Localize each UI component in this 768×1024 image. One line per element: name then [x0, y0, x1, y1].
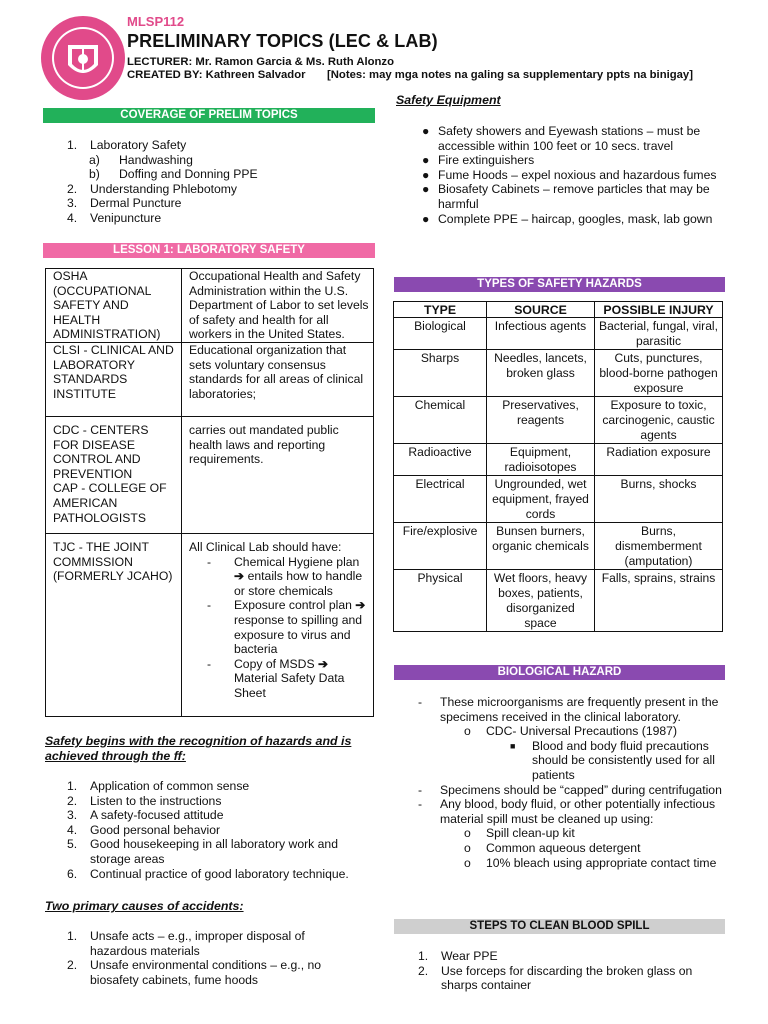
arrow-right-icon: ➔	[318, 656, 329, 671]
table-row	[46, 269, 374, 343]
org-desc: All Clinical Lab should have: - Chemical Hygiene plan ➔ entails how to handle or store chemicals - Exposure control plan ➔ response to spilling and exposure to virus and bacteria - Copy of MSDS ➔ Material Safety Data Sheet	[182, 534, 374, 717]
safety-begins-list	[67, 779, 367, 881]
blood-spill-list	[418, 949, 718, 993]
list-item: ● Complete PPE – haircap, googles, mask, lab gown	[422, 211, 713, 226]
table-row: Radioactive Equipment, radioisotopes Radiation exposure	[394, 444, 723, 476]
circle-bullet-icon: o	[464, 724, 471, 739]
table-row: Chemical Preservatives, reagents Exposure to toxic, carcinogenic, caustic agents	[394, 397, 723, 444]
equipment-list	[418, 124, 724, 226]
list-item: o 10% bleach using appropriate contact time	[464, 855, 717, 870]
arrow-right-icon: ➔	[234, 569, 245, 584]
org-desc: Occupational Health and Safety Administration within the U.S. Department of Labor to set levels of safety and health for all workers in the United States.	[182, 269, 374, 343]
bullet-icon: ●	[422, 211, 430, 226]
creator-name: Kathreen Salvador	[205, 69, 306, 81]
hazards-heading: TYPES OF SAFETY HAZARDS	[394, 277, 725, 292]
list-item: 2. Understanding Phlebotomy	[67, 181, 238, 196]
list-item: 6. Continual practice of good laboratory technique.	[67, 866, 349, 881]
table-row: Biological Infectious agents Bacterial, fungal, viral, parasitic	[394, 318, 723, 350]
list-item: 2. Use forceps for discarding the broken glass on sharps container	[418, 963, 693, 993]
circle-bullet-icon: o	[464, 840, 471, 855]
list-item: ● Biosafety Cabinets – remove particles that may be harmful	[422, 182, 710, 211]
table-row	[46, 534, 374, 717]
equipment-heading: Safety Equipment	[396, 93, 501, 107]
lesson1-heading: LESSON 1: LABORATORY SAFETY	[43, 243, 375, 258]
course-code: MLSP112	[127, 14, 185, 29]
table-row: Electrical Ungrounded, wet equipment, frayed cords Burns, shocks	[394, 476, 723, 523]
list-item: 1. Wear PPE	[418, 949, 498, 963]
list-item: - These microorganisms are frequently present in the specimens received in the clinical laboratory.	[418, 695, 719, 724]
list-item: - Specimens should be “capped” during centrifugation	[418, 782, 722, 797]
list-item: 3. Dermal Puncture	[67, 196, 182, 211]
lecturer-label: LECTURER:	[127, 56, 193, 68]
column-header: TYPE	[394, 302, 487, 318]
table-row: Physical Wet floors, heavy boxes, patients, disorganized space Falls, sprains, strains	[394, 570, 723, 632]
list-item: 4. Good personal behavior	[67, 822, 221, 837]
table-header-row	[394, 302, 723, 318]
blood-spill-heading: STEPS TO CLEAN BLOOD SPILL	[394, 919, 725, 934]
biohazard-list	[418, 695, 724, 870]
arrow-right-icon: ➔	[355, 598, 366, 613]
lecturer-names: Mr. Ramon Garcia & Ms. Ruth Alonzo	[195, 56, 394, 68]
list-item: - Exposure control plan ➔ response to spilling and exposure to virus and bacteria	[207, 598, 366, 657]
coverage-heading: COVERAGE OF PRELIM TOPICS	[43, 108, 375, 123]
bullet-icon: ●	[422, 124, 430, 138]
coverage-list	[67, 138, 367, 226]
bullet-icon: ●	[422, 153, 430, 168]
list-item: 1. Application of common sense	[67, 779, 250, 793]
list-item: a) Handwashing	[89, 152, 193, 167]
column-header: POSSIBLE INJURY	[595, 302, 723, 318]
list-item: o Common aqueous detergent	[464, 840, 641, 855]
hazards-table	[393, 301, 723, 632]
org-desc: carries out mandated public health laws and reporting requirements.	[182, 417, 374, 534]
list-item: 2. Listen to the instructions	[67, 793, 222, 808]
list-item: ● Fire extinguishers	[422, 153, 535, 168]
square-bullet-icon: ■	[510, 740, 516, 751]
org-desc: Educational organization that sets voluntary consensus standards for all areas of clinical laboratories;	[182, 343, 374, 417]
list-item: b) Doffing and Donning PPE	[89, 167, 258, 182]
table-row	[46, 343, 374, 417]
circle-bullet-icon: o	[464, 826, 471, 841]
list-item: - Any blood, body fluid, or other potentially infectious material spill must be cleaned up using:	[418, 797, 716, 826]
list-item: 1. Laboratory Safety	[67, 138, 187, 152]
list-item: 3. A safety-focused attitude	[67, 808, 224, 823]
org-name: CDC - CENTERS FOR DISEASE CONTROL AND PREVENTION CAP - COLLEGE OF AMERICAN PATHOLOGISTS	[46, 417, 182, 534]
list-item: ■ Blood and body fluid precautions should be consistently used for all patients	[510, 738, 715, 782]
list-item: 5. Good housekeeping in all laboratory work and storage areas	[67, 837, 338, 866]
biohazard-heading: BIOLOGICAL HAZARD	[394, 665, 725, 680]
org-name: TJC - THE JOINT COMMISSION (FORMERLY JCAHO)	[46, 534, 182, 717]
table-row: Fire/explosive Bunsen burners, organic chemicals Burns, dismemberment (amputation)	[394, 523, 723, 570]
list-item: - Copy of MSDS ➔ Material Safety Data Sheet	[207, 656, 345, 700]
circle-bullet-icon: o	[464, 855, 471, 870]
column-header: SOURCE	[487, 302, 595, 318]
created-line	[127, 68, 306, 83]
accidents-heading: Two primary causes of accidents:	[45, 899, 244, 913]
bullet-icon: ●	[422, 182, 430, 197]
list-item: ● Fume Hoods – expel noxious and hazardous fumes	[422, 167, 717, 182]
list-item: o Spill clean-up kit	[464, 826, 575, 841]
list-item: - Chemical Hygiene plan ➔ entails how to handle or store chemicals	[207, 554, 363, 598]
accidents-list	[67, 929, 352, 987]
list-item: 4. Venipuncture	[67, 210, 162, 225]
org-name: CLSI - CLINICAL AND LABORATORY STANDARDS INSTITUTE	[46, 343, 182, 417]
bullet-icon: ●	[422, 167, 430, 182]
list-item: o CDC- Universal Precautions (1987)	[464, 724, 678, 739]
table-row: Sharps Needles, lancets, broken glass Cuts, punctures, blood-borne pathogen exposure	[394, 350, 723, 397]
created-label: CREATED BY:	[127, 69, 203, 81]
university-seal-logo	[40, 15, 126, 101]
table-row	[46, 417, 374, 534]
page-title: PRELIMINARY TOPICS (LEC & LAB)	[127, 31, 438, 51]
safety-begins-heading: Safety begins with the recognition of hazards and is achieved through the ff:	[45, 734, 352, 763]
org-name: OSHA (OCCUPATIONAL SAFETY AND HEALTH ADMINISTRATION)	[46, 269, 182, 343]
list-item: 2. Unsafe environmental conditions – e.g., no biosafety cabinets, fume hoods	[67, 958, 322, 987]
notes-text: [Notes: may mga notes na galing sa supplementary ppts na binigay]	[327, 69, 693, 81]
list-item: 1. Unsafe acts – e.g., improper disposal of hazardous materials	[67, 929, 305, 958]
list-item: ● Safety showers and Eyewash stations – must be accessible within 100 feet or 10 secs. travel	[422, 124, 701, 153]
organizations-table	[45, 268, 374, 717]
